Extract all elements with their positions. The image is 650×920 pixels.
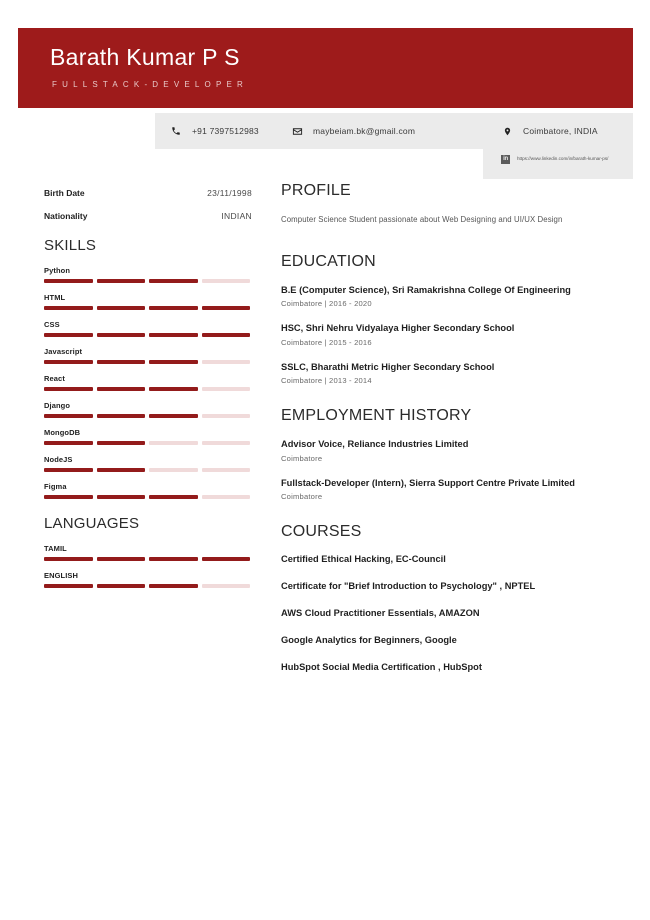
education-entry xyxy=(281,322,621,346)
skill-meter xyxy=(44,414,250,418)
role-subtitle: FULLSTACK-DEVELOPER xyxy=(52,80,249,89)
linkedin-icon: in xyxy=(501,155,510,164)
courses-list xyxy=(281,554,621,672)
info-row xyxy=(44,211,252,221)
skill-meter-segment xyxy=(149,360,198,364)
skill-item xyxy=(44,455,252,472)
skill-meter-segment xyxy=(202,360,251,364)
employment-entry-title: Fullstack-Developer (Intern), Sierra Support Centre Private Limited xyxy=(281,477,575,488)
skill-meter xyxy=(44,360,250,364)
skill-meter-segment xyxy=(149,468,198,472)
skill-meter-segment xyxy=(149,387,198,391)
skills-heading: SKILLS xyxy=(44,237,97,254)
skill-meter-segment xyxy=(97,360,146,364)
language-meter-segment xyxy=(202,584,251,588)
course-item: Certificate for "Brief Introduction to Psychology" , NPTEL xyxy=(281,580,536,591)
info-label: Birth Date xyxy=(44,188,85,198)
language-label: ENGLISH xyxy=(44,571,79,580)
education-entry-title: HSC, Shri Nehru Vidyalaya Higher Secondary School xyxy=(281,323,515,334)
employment-entry-subtitle: Coimbatore xyxy=(281,491,323,501)
skill-meter-segment xyxy=(97,468,146,472)
employment-entry-subtitle: Coimbatore xyxy=(281,453,323,463)
education-section xyxy=(281,253,621,385)
phone-icon xyxy=(169,126,183,136)
languages-list xyxy=(44,544,252,588)
education-entry xyxy=(281,361,621,385)
language-meter xyxy=(44,557,250,561)
skill-meter-segment xyxy=(202,387,251,391)
skill-meter-segment xyxy=(97,306,146,310)
language-meter-segment xyxy=(97,584,146,588)
language-meter-segment xyxy=(44,557,93,561)
contact-bar xyxy=(155,113,633,149)
employment-entry-title: Advisor Voice, Reliance Industries Limited xyxy=(281,439,469,450)
language-meter xyxy=(44,584,250,588)
skill-meter-segment xyxy=(97,333,146,337)
skill-meter-segment xyxy=(149,441,198,445)
languages-heading: LANGUAGES xyxy=(44,515,140,532)
skill-meter xyxy=(44,468,250,472)
skill-meter-segment xyxy=(97,495,146,499)
info-value: 23/11/1998 xyxy=(207,188,252,198)
education-entry-subtitle: Coimbatore | 2013 - 2014 xyxy=(281,376,372,386)
course-item: Certified Ethical Hacking, EC-Council xyxy=(281,553,446,564)
skill-label: Figma xyxy=(44,482,67,491)
contact-location[interactable] xyxy=(500,113,598,149)
skill-meter-segment xyxy=(149,333,198,337)
skill-meter xyxy=(44,387,250,391)
header-banner xyxy=(18,28,633,108)
employment-entry xyxy=(281,477,621,501)
education-entry xyxy=(281,284,621,308)
map-pin-icon xyxy=(500,126,514,137)
course-item: Google Analytics for Beginners, Google xyxy=(281,634,457,645)
education-entry-title: SSLC, Bharathi Metric Higher Secondary School xyxy=(281,361,495,372)
skill-meter-segment xyxy=(44,306,93,310)
skill-meter xyxy=(44,333,250,337)
skill-meter-segment xyxy=(97,441,146,445)
skill-meter-segment xyxy=(44,414,93,418)
skill-meter xyxy=(44,279,250,283)
skill-item xyxy=(44,401,252,418)
course-item: HubSpot Social Media Certification , HubSpot xyxy=(281,661,482,672)
skill-meter-segment xyxy=(149,495,198,499)
language-meter-segment xyxy=(202,557,251,561)
skill-label: CSS xyxy=(44,320,60,329)
contact-email[interactable] xyxy=(290,113,415,149)
education-entry-subtitle: Coimbatore | 2016 - 2020 xyxy=(281,299,372,309)
skill-meter xyxy=(44,495,250,499)
contact-location-text: Coimbatore, INDIA xyxy=(523,126,598,136)
language-item xyxy=(44,544,252,561)
language-meter-segment xyxy=(149,557,198,561)
skill-label: MongoDB xyxy=(44,428,81,437)
skill-label: Python xyxy=(44,266,71,275)
education-heading: EDUCATION xyxy=(281,252,376,270)
skill-meter-segment xyxy=(44,333,93,337)
skill-meter-segment xyxy=(202,306,251,310)
envelope-icon xyxy=(290,126,304,137)
skill-item xyxy=(44,293,252,310)
profile-text: Computer Science Student passionate about Web Designing and UI/UX Design xyxy=(281,215,563,224)
contact-email-text: maybeiam.bk@gmail.com xyxy=(313,126,416,136)
skill-meter-segment xyxy=(149,414,198,418)
contact-phone[interactable] xyxy=(169,113,259,149)
skill-meter-segment xyxy=(149,279,198,283)
language-meter-segment xyxy=(149,584,198,588)
skill-label: React xyxy=(44,374,65,383)
employment-section xyxy=(281,407,621,501)
education-list xyxy=(281,284,621,385)
skill-meter-segment xyxy=(202,414,251,418)
courses-section xyxy=(281,523,621,672)
course-item: AWS Cloud Practitioner Essentials, AMAZON xyxy=(281,607,480,618)
contact-linkedin[interactable] xyxy=(501,155,621,164)
page-title: Barath Kumar P S xyxy=(50,44,240,70)
skill-meter-segment xyxy=(44,387,93,391)
right-column xyxy=(281,182,621,694)
contact-linkedin-box xyxy=(483,149,633,179)
education-entry-title: B.E (Computer Science), Sri Ramakrishna College Of Engineering xyxy=(281,284,571,295)
education-entry-subtitle: Coimbatore | 2015 - 2016 xyxy=(281,337,372,347)
skill-meter xyxy=(44,306,250,310)
skill-meter-segment xyxy=(97,279,146,283)
language-label: TAMIL xyxy=(44,544,67,553)
skill-meter-segment xyxy=(202,495,251,499)
employment-entry xyxy=(281,438,621,462)
language-item xyxy=(44,571,252,588)
skill-meter xyxy=(44,441,250,445)
skill-label: Javascript xyxy=(44,347,83,356)
skill-item xyxy=(44,374,252,391)
skill-meter-segment xyxy=(149,306,198,310)
skill-item xyxy=(44,428,252,445)
skill-meter-segment xyxy=(44,360,93,364)
personal-info xyxy=(44,188,252,221)
language-meter-segment xyxy=(97,557,146,561)
profile-section xyxy=(281,182,621,227)
contact-linkedin-text: https://www.linkedin.com/in/barath-kumar-ps/ xyxy=(517,156,609,161)
employment-heading: EMPLOYMENT HISTORY xyxy=(281,407,472,425)
courses-heading: COURSES xyxy=(281,522,362,540)
skill-meter-segment xyxy=(202,333,251,337)
skill-item xyxy=(44,482,252,499)
skill-item xyxy=(44,266,252,283)
employment-list xyxy=(281,438,621,501)
contact-phone-text: +91 7397512983 xyxy=(192,126,259,136)
skill-meter-segment xyxy=(97,414,146,418)
skill-meter-segment xyxy=(202,279,251,283)
skill-item xyxy=(44,347,252,364)
skill-meter-segment xyxy=(44,441,93,445)
skills-list xyxy=(44,266,252,499)
skill-meter-segment xyxy=(44,468,93,472)
skill-meter-segment xyxy=(44,495,93,499)
profile-heading: PROFILE xyxy=(281,182,351,199)
language-meter-segment xyxy=(44,584,93,588)
skill-meter-segment xyxy=(202,468,251,472)
skill-meter-segment xyxy=(202,441,251,445)
skill-meter-segment xyxy=(44,279,93,283)
skill-label: Django xyxy=(44,401,71,410)
left-column xyxy=(44,188,252,598)
info-value: INDIAN xyxy=(221,211,252,221)
skill-label: HTML xyxy=(44,293,66,302)
skill-item xyxy=(44,320,252,337)
info-row xyxy=(44,188,252,198)
skill-label: NodeJS xyxy=(44,455,73,464)
info-label: Nationality xyxy=(44,211,88,221)
skill-meter-segment xyxy=(97,387,146,391)
